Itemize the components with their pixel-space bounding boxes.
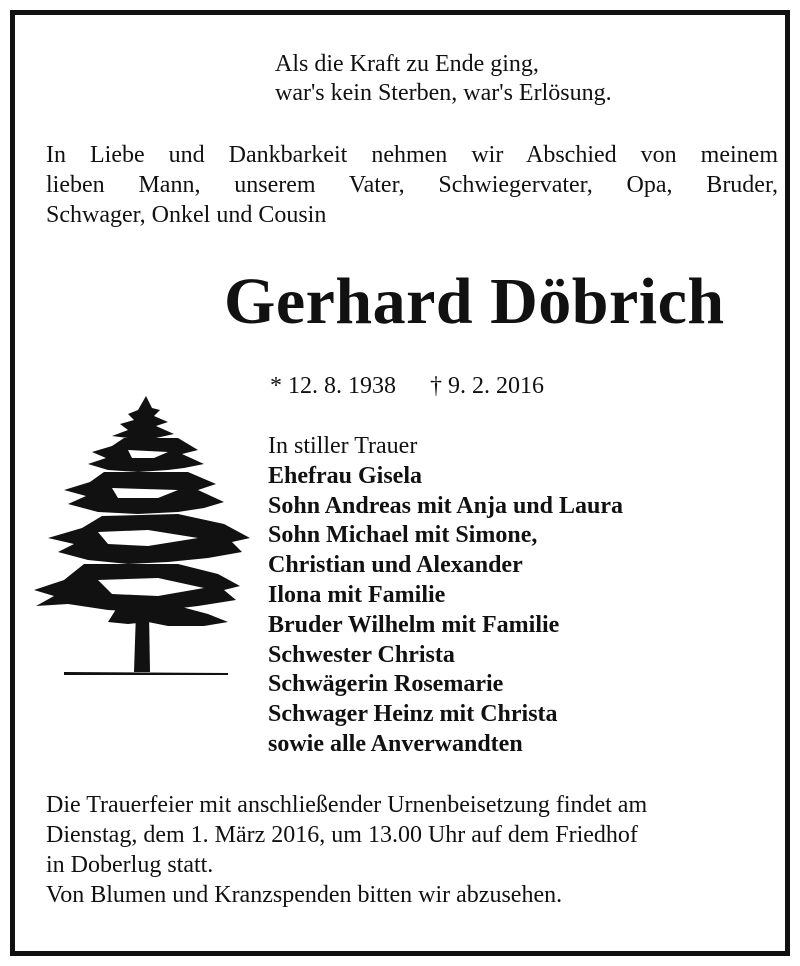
mourner: Schwägerin Rosemarie <box>268 671 504 698</box>
mourner: Schwester Christa <box>268 641 455 668</box>
intro-line: In Liebe und Dankbarkeit nehmen wir Abschied von meinem <box>46 142 778 168</box>
mourner: Bruder Wilhelm mit Familie <box>268 611 560 638</box>
deceased-name: Gerhard Döbrich <box>224 265 725 338</box>
fir-tree-icon <box>28 392 262 684</box>
service-line: in Doberlug statt. <box>46 852 214 878</box>
mourning-heading: In stiller Trauer <box>268 433 418 459</box>
mourner: Sohn Andreas mit Anja und Laura <box>268 492 624 519</box>
poem <box>275 50 612 108</box>
service-line: Dienstag, dem 1. März 2016, um 13.00 Uhr auf dem Friedhof <box>46 822 638 848</box>
intro-line: lieben Mann, unserem Vater, Schwiegervater, Opa, Bruder, <box>46 172 778 198</box>
service-line: Die Trauerfeier mit anschließender Urnenbeisetzung findet am <box>46 792 648 818</box>
life-dates <box>270 371 544 401</box>
intro-line: Schwager, Onkel und Cousin <box>46 202 327 228</box>
birth-date: * 12. 8. 1938 <box>270 373 396 399</box>
service-info <box>46 790 754 910</box>
mourner: Ilona mit Familie <box>268 581 446 608</box>
mourner: Schwager Heinz mit Christa <box>268 701 558 728</box>
death-date: † 9. 2. 2016 <box>430 373 544 399</box>
mourner: Ehefrau Gisela <box>268 462 422 489</box>
poem-line: Als die Kraft zu Ende ging, <box>275 51 539 77</box>
mourner: sowie alle Anverwandten <box>268 730 523 757</box>
mourners-list <box>268 432 623 760</box>
mourner: Christian und Alexander <box>268 552 523 579</box>
intro-text <box>46 140 778 230</box>
poem-line: war's kein Sterben, war's Erlösung. <box>275 80 612 106</box>
service-line: Von Blumen und Kranzspenden bitten wir abzusehen. <box>46 882 563 908</box>
mourner: Sohn Michael mit Simone, <box>268 522 538 549</box>
